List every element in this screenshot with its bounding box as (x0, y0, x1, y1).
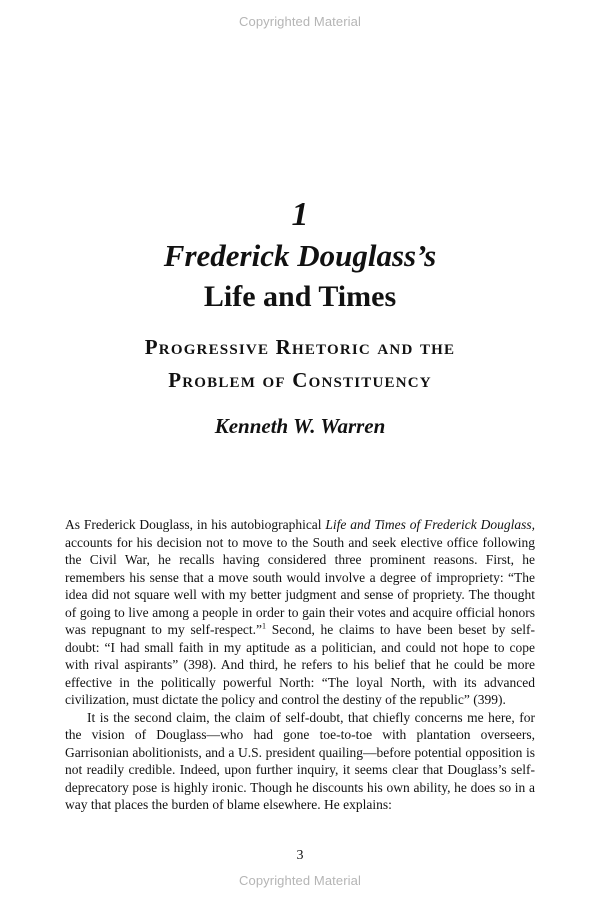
body-text (65, 516, 535, 814)
footnote-marker: 1 (262, 621, 267, 631)
chapter-title-line-2: Life and Times (203, 280, 397, 313)
chapter-subtitle-line-2: Problem of Constituency (168, 368, 432, 392)
page-number: 3 (296, 848, 304, 863)
chapter-title-line-1: Frederick Douglass’s (163, 238, 437, 273)
paragraph-1-text-c: Second, he claims to have been beset by self-doubt: “I had small faith in my aptitude as a politician, and could not hope to cope with rival aspirants” (398). And third, he refers to his belief that he could be more effective in the politically powerful North: “The loyal North, with its advanced civilization, must dictate the policy and control the destiny of the republic” (399). (65, 622, 535, 707)
paragraph-1-text-a: As Frederick Douglass, in his autobiographical (65, 517, 326, 532)
chapter-subtitle-line-1: Progressive Rhetoric and the (144, 335, 456, 359)
book-title-italic: Life and Times of Frederick Douglass, (325, 517, 535, 532)
copyright-watermark-bottom: Copyrighted Material (239, 873, 361, 888)
chapter-author: Kenneth W. Warren (214, 414, 386, 438)
paragraph-1-text-b: accounts for his decision not to move to the South and seek elective office following the Civil War, he recalls having considered three prominent reasons. First, he remembers his sense that a move south would involve a degree of impropriety: “The idea did not square well with my better judgment and sense of propriety. The thought of going to live among a people in order to gain their votes and acquire official honors was repugnant to my self-respect.” (65, 534, 535, 637)
paragraph-1 (65, 516, 535, 709)
paragraph-2: It is the second claim, the claim of self-doubt, that chiefly concerns me here, for the vision of Douglass—who had gone toe-to-toe with plantation overseers, Garrisonian abolitionists, and a U.S. president quailing—before potential opposition is not readily credible. Indeed, upon further inquiry, it seems clear that Douglass’s self-deprecatory pose is highly ironic. Though he discounts his own ability, he does so in a way that places the burden of blame elsewhere. He explains: (65, 709, 535, 812)
chapter-number: 1 (291, 196, 309, 233)
copyright-watermark-top: Copyrighted Material (239, 14, 361, 29)
